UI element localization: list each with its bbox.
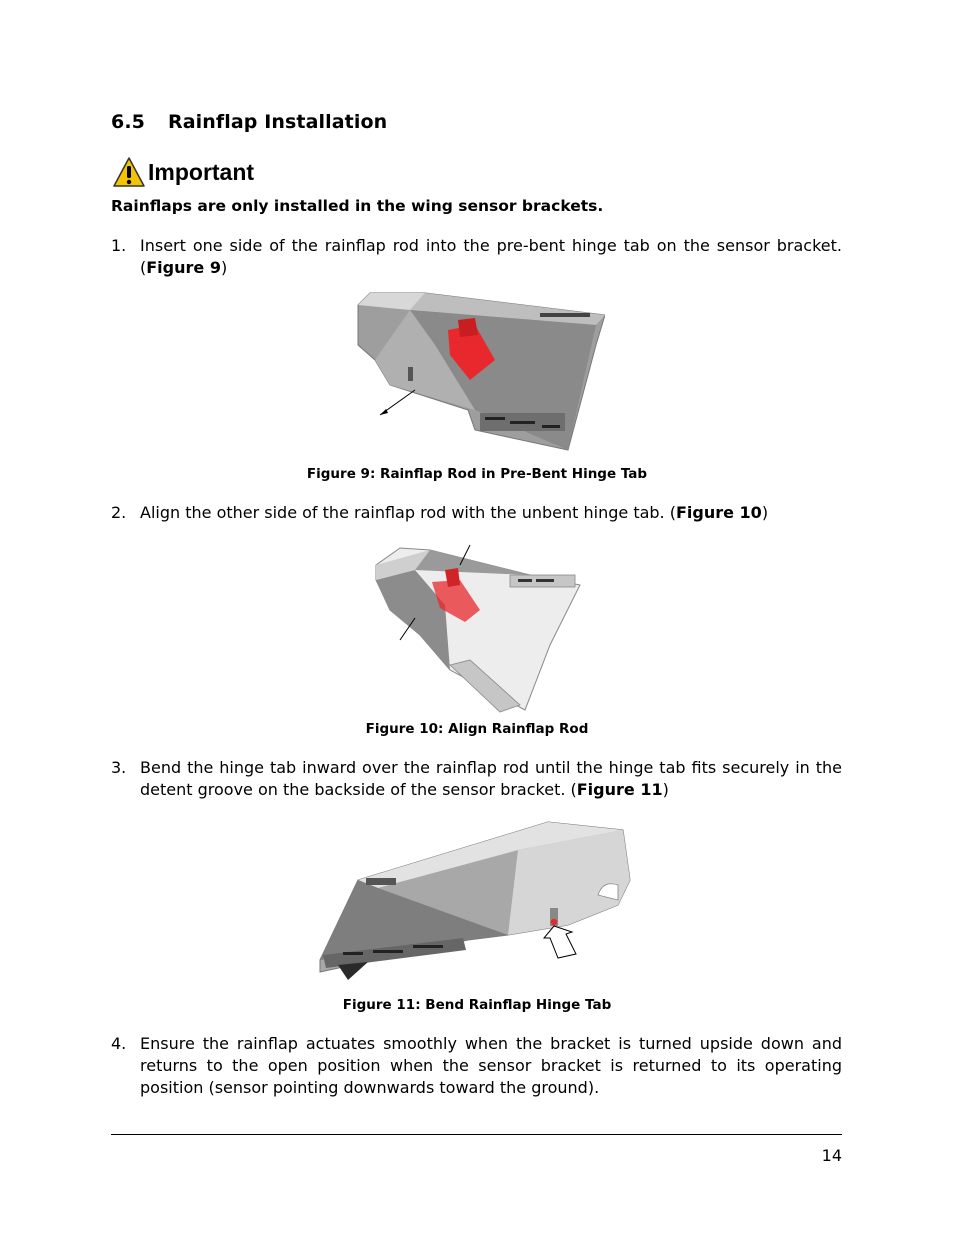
- step-2: 2. Align the other side of the rainflap rod with the unbent hinge tab. (Figure 10): [111, 503, 769, 522]
- step-number: 3.: [111, 758, 127, 777]
- section-number: 6.5: [111, 111, 145, 133]
- section-title: Rainflap Installation: [168, 111, 388, 133]
- step-text: Bend the hinge tab inward over the rainflap rod until the hinge tab fits securely in the detent groove on the backside of the sensor bracket. (: [140, 758, 842, 799]
- warning-icon: [113, 157, 145, 187]
- step-4: [111, 1033, 842, 1099]
- figure-11-caption: Figure 11: Bend Rainflap Hinge Tab: [342, 997, 612, 1013]
- important-note: Rainflaps are only installed in the wing sensor brackets.: [111, 197, 604, 215]
- step-number: 4.: [111, 1034, 127, 1053]
- step-text: Ensure the rainflap actuates smoothly when the bracket is turned upside down and returns to the open position when the sensor bracket is returned to its operating position (sensor pointing downwards toward the ground).: [140, 1034, 842, 1097]
- footer-rule: [111, 1134, 842, 1135]
- figure-reference: Figure 10: [675, 503, 762, 522]
- step-1: 1. Insert one side of the rainflap rod into the pre-bent hinge tab on the sensor bracket. (Figure 9): [111, 236, 842, 277]
- important-label: Important: [148, 158, 255, 185]
- figure-9-image: [350, 285, 605, 460]
- step-number: 1.: [111, 236, 127, 255]
- page-number: 14: [821, 1146, 842, 1165]
- step-text: Align the other side of the rainflap rod with the unbent hinge tab. (: [140, 503, 676, 522]
- figure-reference: Figure 9: [146, 258, 221, 277]
- figure-10-image: [370, 540, 585, 715]
- figure-10-caption: Figure 10: Align Rainflap Rod: [365, 721, 589, 737]
- step-number: 2.: [111, 503, 127, 522]
- step-3: 3. Bend the hinge tab inward over the rainflap rod until the hinge tab fits securely in the detent groove on the backside of the sensor bracket. (Figure 11): [111, 758, 842, 799]
- figure-11-image: [318, 820, 636, 980]
- figure-9-caption: Figure 9: Rainflap Rod in Pre-Bent Hinge Tab: [306, 466, 648, 482]
- important-callout: [113, 156, 254, 188]
- step-text: Insert one side of the rainflap rod into the pre-bent hinge tab on the sensor bracket. (: [140, 236, 842, 277]
- section-heading: [111, 111, 387, 133]
- figure-reference: Figure 11: [576, 780, 663, 799]
